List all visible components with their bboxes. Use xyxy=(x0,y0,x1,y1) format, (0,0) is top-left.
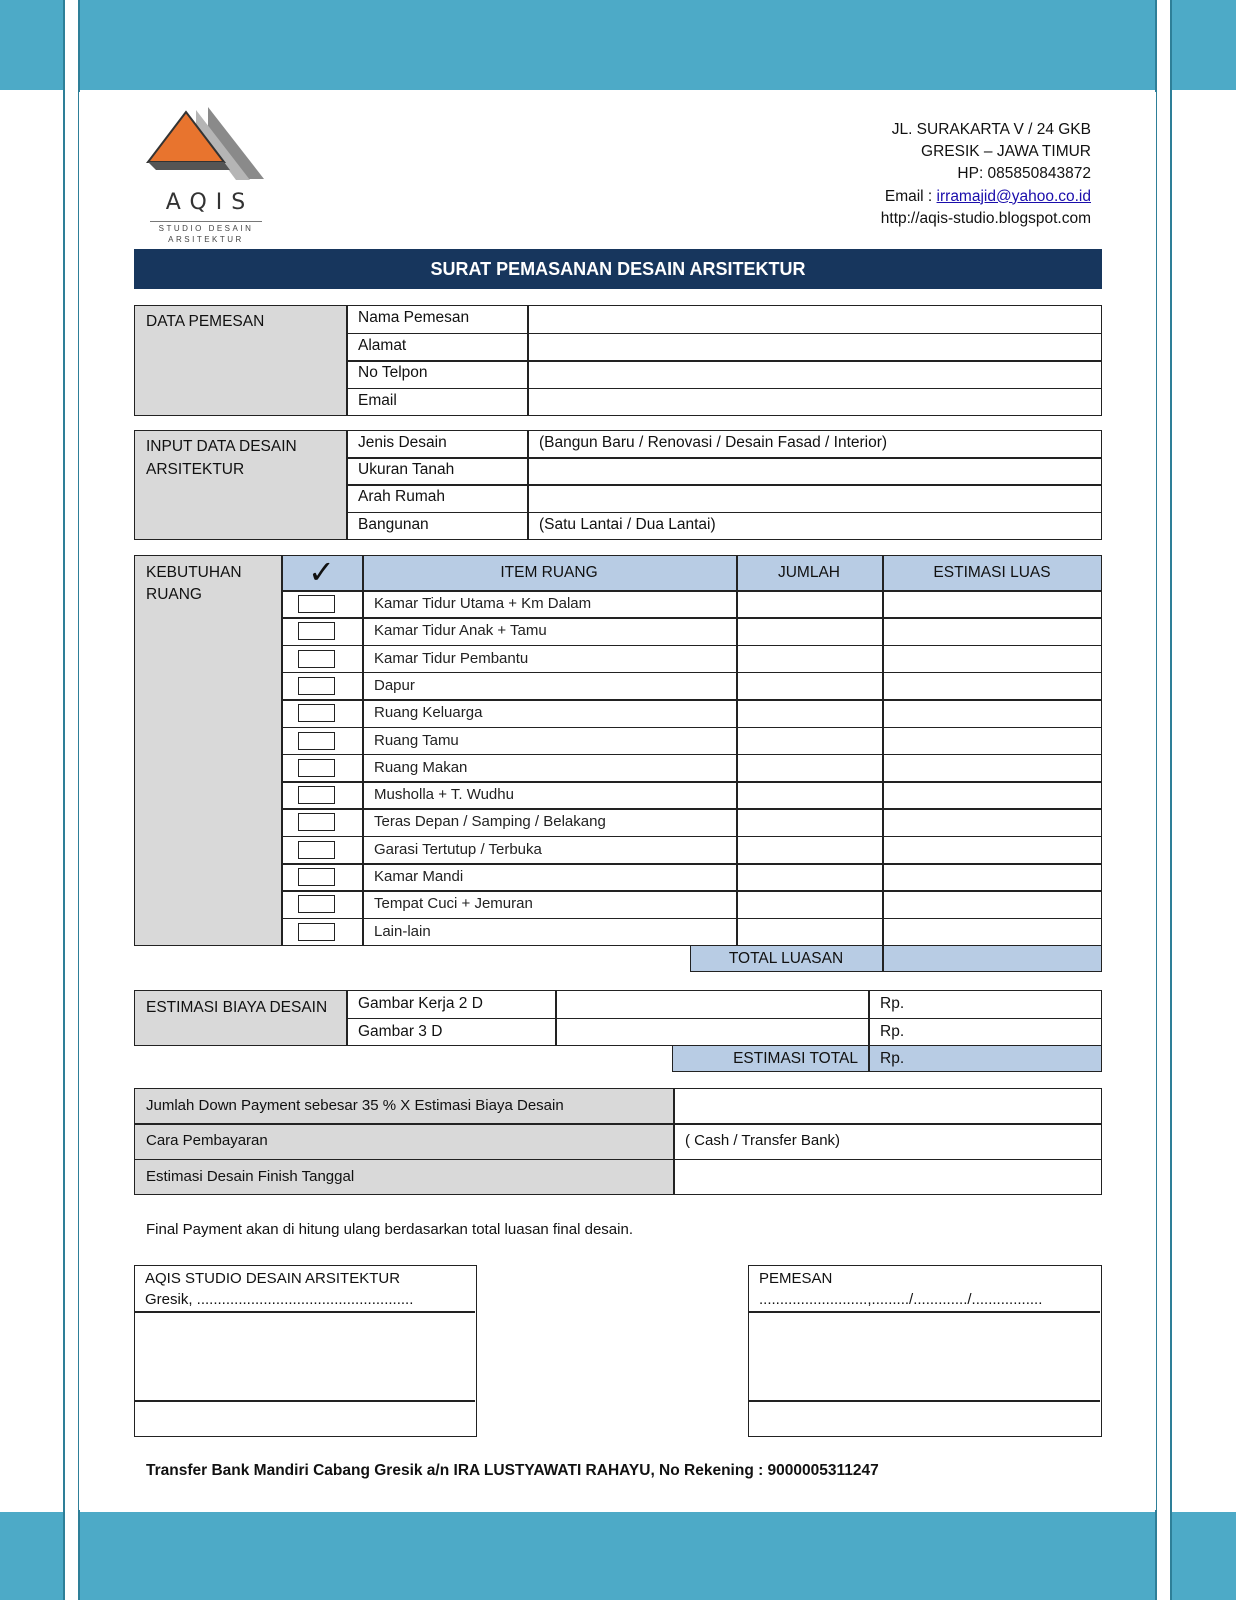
company-address xyxy=(881,119,1091,230)
section-label: INPUT DATA DESAIN xyxy=(146,438,297,455)
total-border xyxy=(672,1045,1102,1072)
divider xyxy=(749,1400,1100,1402)
cost-currency[interactable]: Rp. xyxy=(880,1022,905,1040)
field-label: Jenis Desain xyxy=(358,434,447,451)
section-border xyxy=(134,305,1102,416)
divider xyxy=(346,430,348,539)
field-value[interactable]: (Satu Lantai / Dua Lantai) xyxy=(539,515,716,533)
total-luasan-input[interactable] xyxy=(884,947,1100,970)
section-border xyxy=(134,430,1102,540)
bottom-band xyxy=(0,1512,1236,1600)
address-city: GRESIK – JAWA TIMUR xyxy=(921,143,1091,161)
frame-line xyxy=(1170,0,1172,1600)
cost-item-label: Gambar 3 D xyxy=(358,1022,443,1040)
payment-value[interactable]: ( Cash / Transfer Bank) xyxy=(685,1132,841,1150)
room-name: Kamar Mandi xyxy=(374,868,464,885)
section-label: DATA PEMESAN xyxy=(146,313,265,330)
divider xyxy=(527,305,529,415)
divider xyxy=(346,305,348,415)
cost-item-label: Gambar Kerja 2 D xyxy=(358,995,483,1012)
logo-divider xyxy=(150,221,262,222)
document-title: SURAT PEMASANAN DESAIN ARSITEKTUR xyxy=(134,249,1102,289)
room-name: Ruang Makan xyxy=(374,758,468,776)
section-label: KEBUTUHAN xyxy=(146,564,242,581)
divider xyxy=(868,1045,870,1072)
signature-pemesan-title: PEMESAN xyxy=(759,1270,833,1287)
room-name: Musholla + T. Wudhu xyxy=(374,786,514,804)
payment-label: Jumlah Down Payment sebesar 35 % X Estimasi Biaya Desain xyxy=(146,1097,564,1114)
logo-subtitle: STUDIO DESAIN xyxy=(158,224,254,233)
section-border xyxy=(134,555,1102,946)
signature-studio-place: Gresik, .................................................... xyxy=(145,1291,414,1308)
divider xyxy=(868,990,870,1045)
field-label: No Telpon xyxy=(358,364,428,381)
divider xyxy=(135,1311,475,1313)
room-name: Ruang Keluarga xyxy=(374,704,483,722)
room-name: Ruang Tamu xyxy=(374,731,459,749)
divider xyxy=(346,990,348,1045)
column-header-luas: ESTIMASI LUAS xyxy=(933,564,1051,581)
frame-line xyxy=(63,0,65,1600)
field-label: Arah Rumah xyxy=(358,488,446,506)
payment-label: Cara Pembayaran xyxy=(146,1132,268,1150)
aqis-logo-icon xyxy=(146,104,266,244)
room-name: Garasi Tertutup / Terbuka xyxy=(374,840,542,858)
checkmark-icon: ✓ xyxy=(308,554,335,590)
final-payment-note: Final Payment akan di hitung ulang berdasarkan total luasan final desain. xyxy=(146,1221,633,1238)
section-label: ESTIMASI BIAYA DESAIN xyxy=(146,999,328,1016)
field-label: Email xyxy=(358,391,397,409)
section-border xyxy=(134,990,1102,1046)
divider xyxy=(527,430,529,539)
email-line xyxy=(881,186,1091,208)
estimasi-total-label: ESTIMASI TOTAL xyxy=(733,1050,858,1067)
divider xyxy=(281,555,283,945)
divider xyxy=(362,555,364,945)
logo-word: AQIS xyxy=(165,190,255,215)
field-value[interactable]: (Bangun Baru / Renovasi / Desain Fasad / Interior) xyxy=(539,434,888,451)
bank-transfer-info: Transfer Bank Mandiri Cabang Gresik a/n IRA LUSTYAWATI RAHAYU, No Rekening : 9000005311247 xyxy=(146,1462,879,1479)
logo-subtitle: ARSITEKTUR xyxy=(168,235,244,244)
field-label: Alamat xyxy=(358,336,407,354)
left-margin-strip xyxy=(65,0,79,1600)
signature-pemesan-date: ..........................,........./............./................. xyxy=(759,1291,1043,1308)
total-luasan-label: TOTAL LUASAN xyxy=(728,949,844,967)
phone: HP: 085850843872 xyxy=(957,165,1091,183)
divider xyxy=(736,555,738,945)
room-name: Teras Depan / Samping / Belakang xyxy=(374,813,606,831)
divider xyxy=(135,1400,475,1402)
divider xyxy=(882,555,884,945)
divider xyxy=(749,1311,1100,1313)
payment-label: Estimasi Desain Finish Tanggal xyxy=(146,1167,355,1185)
address-street: JL. SURAKARTA V / 24 GKB xyxy=(891,121,1091,138)
estimasi-total-currency[interactable]: Rp. xyxy=(880,1050,905,1067)
field-label: Bangunan xyxy=(358,515,429,533)
divider xyxy=(673,1088,675,1194)
section-label: ARSITEKTUR xyxy=(146,461,245,478)
email-label: Email : xyxy=(884,187,937,205)
room-name: Kamar Tidur Anak + Tamu xyxy=(374,622,547,640)
field-label: Ukuran Tanah xyxy=(358,461,455,479)
section-border xyxy=(134,1088,1102,1195)
room-name: Dapur xyxy=(374,676,415,694)
top-band xyxy=(0,0,1236,90)
room-name: Kamar Tidur Utama + Km Dalam xyxy=(374,595,592,612)
signature-box-pemesan[interactable] xyxy=(748,1265,1102,1437)
room-name: Kamar Tidur Pembantu xyxy=(374,649,529,667)
column-header-jumlah: JUMLAH xyxy=(777,564,840,581)
column-header-item: ITEM RUANG xyxy=(500,564,598,581)
field-label: Nama Pemesan xyxy=(358,309,470,326)
cost-currency[interactable]: Rp. xyxy=(880,995,905,1012)
signature-box-studio[interactable] xyxy=(134,1265,477,1437)
section-label: RUANG xyxy=(146,586,202,603)
email-link[interactable]: irramajid@yahoo.co.id xyxy=(936,187,1091,205)
signature-studio-title: AQIS STUDIO DESAIN ARSITEKTUR xyxy=(145,1270,401,1287)
room-name: Tempat Cuci + Jemuran xyxy=(374,895,533,913)
right-margin-strip xyxy=(1156,0,1170,1600)
room-name: Lain-lain xyxy=(374,922,431,940)
website: http://aqis-studio.blogspot.com xyxy=(880,209,1091,227)
divider xyxy=(555,990,557,1045)
